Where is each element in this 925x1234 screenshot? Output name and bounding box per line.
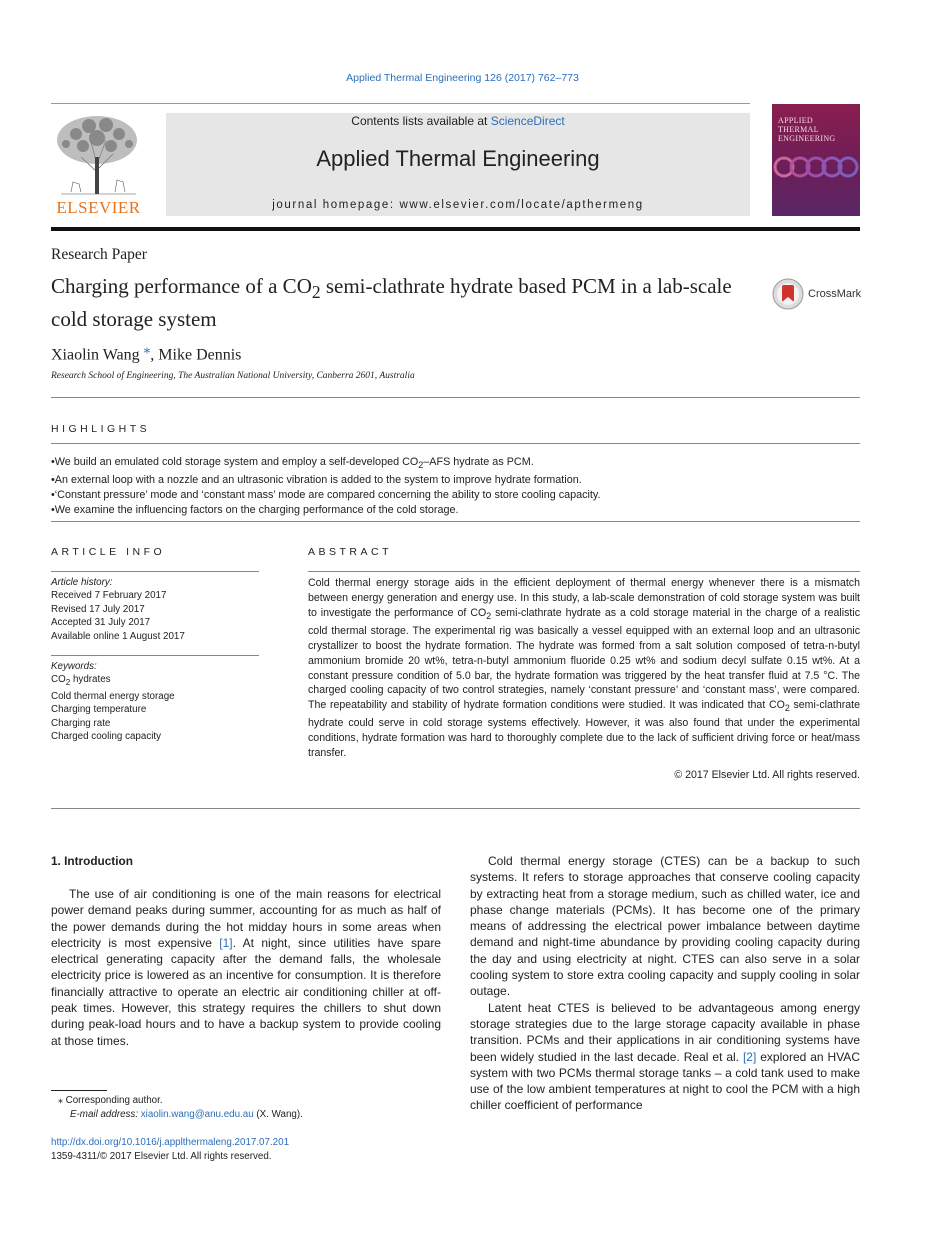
keyword-1-subscript: 2 bbox=[65, 678, 71, 688]
article-info-heading: ARTICLE INFO bbox=[51, 546, 166, 558]
abstract-heading: ABSTRACT bbox=[308, 546, 393, 558]
introduction-heading: 1. Introduction bbox=[51, 854, 133, 868]
corresponding-author-footnote bbox=[58, 1095, 163, 1106]
email-suffix: (X. Wang). bbox=[253, 1109, 303, 1120]
history-label: Article history: bbox=[51, 577, 113, 588]
journal-name: Applied Thermal Engineering bbox=[316, 146, 600, 171]
abstract-copyright: © 2017 Elsevier Ltd. All rights reserved. bbox=[674, 769, 860, 781]
author-name-1[interactable]: Xiaolin Wang bbox=[51, 346, 140, 364]
header-thick-rule bbox=[51, 227, 860, 231]
footnote-text: Corresponding author. bbox=[62, 1095, 163, 1106]
citation-link[interactable]: [1] bbox=[219, 935, 233, 950]
keyword-item bbox=[51, 673, 261, 689]
abstract-part-1: Cold thermal energy storage aids in the efficient deployment of thermal energy whenever there is a mismatch between energy generation and energy use. In this study, a lab-scale demonstration of cold storage system was built to investigate the performance of CO bbox=[308, 577, 860, 619]
online-date: Available online 1 August 2017 bbox=[51, 630, 185, 642]
highlights-list bbox=[51, 455, 860, 518]
highlight-1-text-b: –AFS hydrate as PCM. bbox=[423, 456, 534, 468]
rule-above-highlights bbox=[51, 397, 860, 398]
abstract-part-3: semi-clathrate hydrate could serve in cold storage systems effectively. However, it was also found that under the experimental conditions, hydrate formation was hard to thoroughly complete due to the lack of sufficient driving force or heat/mass transfer. bbox=[308, 699, 860, 760]
keyword-item: Cold thermal energy storage bbox=[51, 690, 175, 702]
author-name-2[interactable]: Mike Dennis bbox=[158, 346, 242, 364]
revised-date: Revised 17 July 2017 bbox=[51, 603, 145, 615]
right-p2-text-b: explored an HVAC system with two PCMs thermal storage tanks – a cold tank used to make use of the low ambient temperatures at night to cool the PCM with a high chiller coefficient of performance bbox=[470, 1049, 860, 1113]
cover-title-line-1: APPLIED bbox=[778, 116, 813, 125]
corresponding-author-mark[interactable]: ⁎ bbox=[143, 341, 151, 356]
article-history bbox=[51, 576, 261, 643]
keyword-item: Charging temperature bbox=[51, 704, 147, 716]
highlight-1-subscript: 2 bbox=[418, 460, 424, 471]
journal-banner bbox=[166, 113, 750, 216]
email-link[interactable]: xiaolin.wang@anu.edu.au bbox=[140, 1109, 254, 1120]
email-footnote bbox=[70, 1109, 303, 1120]
issn-line: 1359-4311/© 2017 Elsevier Ltd. All rights reserved. bbox=[51, 1151, 272, 1162]
email-label: E-mail address: bbox=[70, 1109, 141, 1120]
title-subscript: 2 bbox=[311, 282, 321, 303]
cover-title-line-3: ENGINEERING bbox=[778, 134, 836, 143]
crossmark-badge[interactable] bbox=[772, 278, 862, 312]
author-separator: , bbox=[150, 346, 159, 364]
elsevier-logo[interactable] bbox=[51, 112, 146, 217]
abstract-subscript-2: 2 bbox=[784, 703, 790, 714]
highlight-item: • We examine the influencing factors on the charging performance of the cold storage. bbox=[51, 503, 860, 518]
authors bbox=[51, 341, 241, 364]
highlight-item: • ‘Constant pressure’ mode and ‘constant mass’ mode are compared concerning the ability to store cooling capacity. bbox=[51, 488, 860, 503]
left-p1-text-a: The use of air conditioning is one of the main reasons for electrical power demand peaks during summer, accounting for as much as half of the power demands during the hot midday hours in some areas when electricity is most expensive bbox=[51, 887, 441, 950]
crossmark-label: CrossMark bbox=[808, 288, 862, 300]
rule-below-abstract bbox=[51, 808, 860, 809]
crossmark-icon bbox=[772, 278, 804, 310]
highlight-1-text-a: We build an emulated cold storage system and employ a self-developed CO bbox=[54, 456, 419, 468]
journal-reference[interactable]: Applied Thermal Engineering 126 (2017) 762–773 bbox=[346, 72, 579, 84]
body-paragraph bbox=[470, 1000, 860, 1114]
rule-article-info bbox=[51, 571, 259, 572]
body-paragraph bbox=[51, 886, 441, 1049]
highlight-item: • An external loop with a nozzle and an ultrasonic vibration is added to the system to improve hydrate formation. bbox=[51, 473, 860, 488]
citation-link[interactable]: [2] bbox=[742, 1049, 757, 1064]
header-rule bbox=[51, 103, 750, 104]
right-p2-text-a: Latent heat CTES is believed to be advantageous among energy storage strategies due to the large storage capacity available in phase transition. PCMs and their applications in air conditioning systems have been widely studied in the last decade. Real et al. bbox=[470, 1000, 860, 1064]
sciencedirect-link[interactable]: ScienceDirect bbox=[490, 114, 565, 128]
journal-cover-image[interactable] bbox=[772, 104, 860, 216]
cover-rings-graphic bbox=[772, 152, 860, 182]
doi-link[interactable]: http://dx.doi.org/10.1016/j.applthermaleng.2017.07.201 bbox=[51, 1137, 290, 1148]
article-title bbox=[51, 273, 751, 333]
rule-keywords bbox=[51, 655, 259, 656]
highlight-item bbox=[51, 455, 860, 473]
cover-title bbox=[778, 116, 836, 143]
body-paragraph: Cold thermal energy storage (CTES) can be a backup to such systems. It refers to storage approaches that conserve cooling capacity by extracting heat from a storage medium, such as chilled water, ice and phase change materials (PCMs). It has become one of the primary means of addressing the electrical power imbalance between daytime demand and night-time abundance by providing cooling capacity during the day and using electricity at night. CTES can also serve in a solar cooling system to store extra cooling capacity and supply cooling in solar outage. bbox=[470, 854, 860, 999]
abstract-subscript-1: 2 bbox=[486, 610, 492, 621]
abstract-text bbox=[308, 576, 860, 761]
contents-line bbox=[166, 114, 750, 128]
keyword-item: Charging rate bbox=[51, 717, 111, 729]
keyword-1-text-b: hydrates bbox=[70, 674, 111, 686]
rule-highlights bbox=[51, 443, 860, 444]
title-text-1: Charging performance of a CO bbox=[51, 274, 312, 298]
keywords bbox=[51, 660, 261, 743]
footnote-rule bbox=[51, 1090, 107, 1091]
keywords-label: Keywords: bbox=[51, 661, 97, 672]
received-date: Received 7 February 2017 bbox=[51, 590, 167, 602]
contents-prefix: Contents lists available at bbox=[351, 114, 491, 128]
left-p1-text-b: . At night, since utilities have spare electrical generating capacity after the demand falls, the wholesale electricity price is lowered as an incentive for consumption. It is therefore financially attractive to operate an electric air conditioning chiller at off-peak times. However, this strategy requires the chillers to shut down during peak-load hours and to have a backup system to provide cooling at those times. bbox=[51, 935, 441, 1048]
footnote-mark: ⁎ bbox=[58, 1095, 63, 1106]
title-text-2: semi-clathrate hydrate based PCM in a lab-scale cold storage system bbox=[51, 274, 732, 332]
cover-title-line-2: THERMAL bbox=[778, 125, 819, 134]
highlights-heading: HIGHLIGHTS bbox=[51, 423, 151, 435]
keyword-1-text-a: CO bbox=[51, 674, 66, 686]
elsevier-tree-icon bbox=[51, 112, 146, 197]
elsevier-wordmark: ELSEVIER bbox=[56, 198, 141, 217]
rule-abstract bbox=[308, 571, 860, 572]
journal-homepage[interactable]: journal homepage: www.elsevier.com/locate/apthermeng bbox=[272, 199, 644, 211]
keyword-item: Charged cooling capacity bbox=[51, 730, 162, 742]
body-right-column bbox=[470, 853, 860, 1114]
paper-type: Research Paper bbox=[51, 246, 147, 263]
accepted-date: Accepted 31 July 2017 bbox=[51, 617, 151, 629]
affiliation: Research School of Engineering, The Australian National University, Canberra 2601, Australia bbox=[51, 371, 415, 381]
body-left-column bbox=[51, 886, 441, 1049]
abstract-part-2: semi-clathrate hydrate as a cold storage material in the charge of a realistic cold thermal storage. The experimental rig was basically a vessel equipped with an external loop and an ultrasonic crystallizer to boost the hydrate formation. The hydrate was formed from a salt solution composed of tetra-n-butyl ammonium bromide 20 wt%, tetra-n-butyl ammonium fluoride 0.25 wt% and sodium decyl sulfate 0.15 wt%. At a constant pressure condition of 5.0 bar, the hydrate formation was triggered by the heat transfer fluid at 7.5 °C. The charged cooling capacity of two control strategies, namely ‘constant pressure’ and ‘constant mass’, were compared. The repeatability and stability of hydrate formation conditions were studied. It was indicated that CO bbox=[308, 606, 861, 712]
rule-below-highlights bbox=[51, 521, 860, 522]
